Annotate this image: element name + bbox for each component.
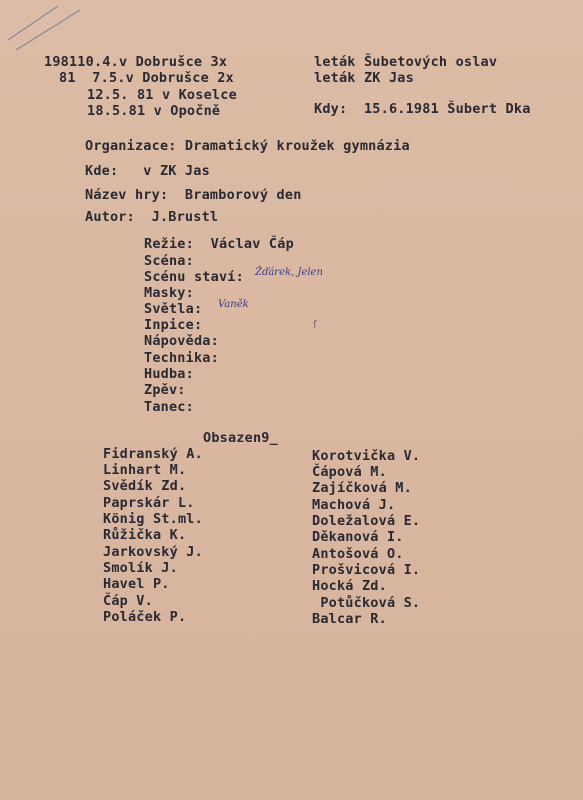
- top-right-line-1: leták Šubetových oslav: [314, 54, 498, 70]
- autor-line: Autor: J.Brustl: [85, 209, 219, 225]
- top-right-line-2: leták ZK Jas: [314, 70, 414, 86]
- cast-left-name: Smolík J.: [103, 560, 178, 576]
- zpev-line: Zpěv:: [144, 382, 186, 398]
- pencil-strokes: [0, 0, 90, 60]
- scenu-stavi-line: Scénu staví:: [144, 269, 244, 285]
- cast-right-name: Prošvicová I.: [312, 562, 421, 578]
- cast-right-name: Hocká Zd.: [312, 578, 387, 594]
- cast-right-name: Děkanová I.: [312, 529, 404, 545]
- svetla-handwritten: Vaněk: [218, 299, 249, 310]
- inpice-line: Inpice:: [144, 317, 203, 333]
- cast-right-name: Čápová M.: [312, 464, 387, 480]
- cast-heading: Obsazen9_: [203, 430, 278, 446]
- cast-right-name: Doležalová E.: [312, 513, 421, 529]
- hudba-line: Hudba:: [144, 366, 194, 382]
- cast-left-name: König St.ml.: [103, 511, 203, 527]
- cast-right-name: Zajíčková M.: [312, 480, 412, 496]
- cast-left-name: Fidranský A.: [103, 446, 203, 462]
- cast-left-name: Havel P.: [103, 576, 170, 592]
- kde-line: Kde: v ZK Jas: [85, 163, 210, 179]
- organizace-line: Organizace: Dramatický kroužek gymnázia: [85, 138, 410, 154]
- cast-left-name: Svědík Zd.: [103, 478, 187, 494]
- cast-left-name: Jarkovský J.: [103, 544, 203, 560]
- scena-line: Scéna:: [144, 253, 194, 269]
- cast-left-name: Poláček P.: [103, 609, 187, 625]
- napoveda-line: Nápověda:: [144, 333, 219, 349]
- cast-right-name: Korotvička V.: [312, 448, 421, 464]
- top-left-line-1: 198110.4.v Dobrušce 3x: [44, 54, 228, 70]
- masky-line: Masky:: [144, 285, 194, 301]
- cast-right-name: Machová J.: [312, 497, 396, 513]
- cast-right-name: Antošová O.: [312, 546, 404, 562]
- rezie-line: Režie: Václav Čáp: [144, 236, 294, 252]
- tanec-line: Tanec:: [144, 399, 194, 415]
- nazev-line: Název hry: Bramborový den: [85, 187, 302, 203]
- date-line: Kdy: 15.6.1981 Šubert Dka: [314, 101, 531, 117]
- technika-line: Technika:: [144, 350, 219, 366]
- cast-left-name: Růžička K.: [103, 527, 187, 543]
- cast-right-name: Potůčková S.: [312, 595, 421, 611]
- cast-left-name: Čáp V.: [103, 593, 153, 609]
- top-left-line-2: 81 7.5.v Dobrušce 2x: [59, 70, 234, 86]
- cast-left-name: Paprskár L.: [103, 495, 195, 511]
- top-left-line-3: 12.5. 81 v Koselce: [87, 87, 237, 103]
- scenu-stavi-handwritten: Žďárek, Jelen: [255, 267, 323, 278]
- top-left-line-4: 18.5.81 v Opočně: [87, 103, 221, 119]
- svetla-line: Světla:: [144, 301, 203, 317]
- pencil-tick: ſ: [313, 318, 317, 331]
- cast-left-name: Linhart M.: [103, 462, 187, 478]
- cast-right-name: Balcar R.: [312, 611, 387, 627]
